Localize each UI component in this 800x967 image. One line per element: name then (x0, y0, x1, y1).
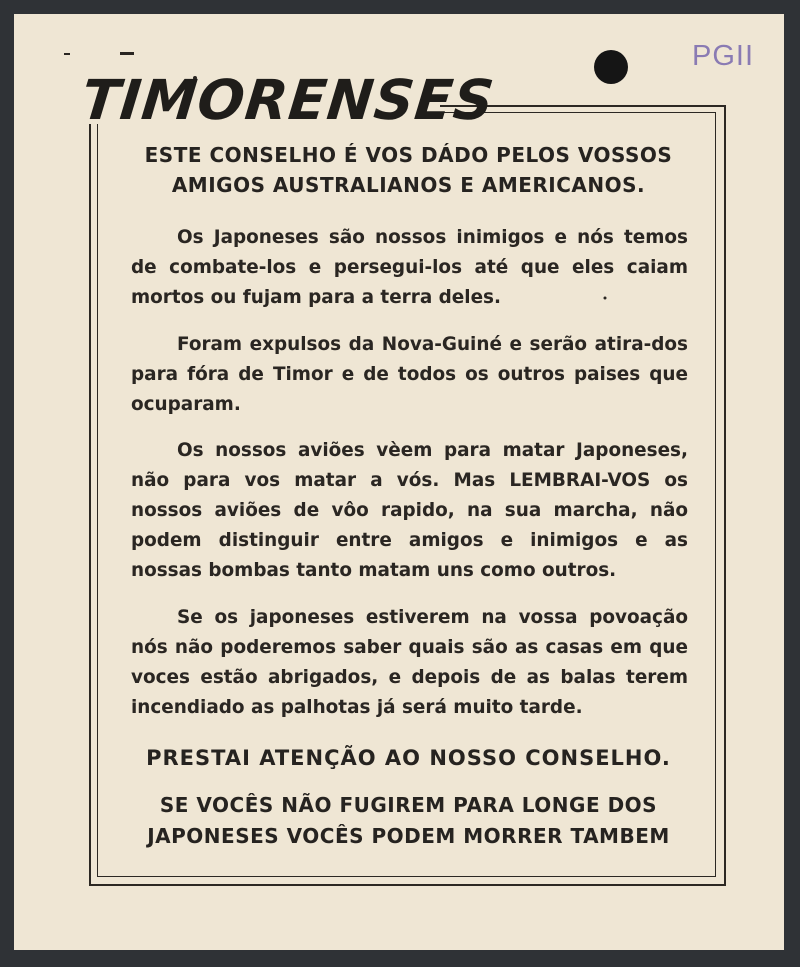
punch-hole (594, 50, 628, 84)
paragraph: Os nossos aviões vèem para matar Japoneses, não para vos matar a vós. Mas LEMBRAI-VOS os nossos aviões de vôo rapido, na sua marcha, não podem distinguir entre amigos e inimigos e as nossas bombas tanto matam uns como outros. (131, 440, 688, 581)
closing-warning (100, 790, 717, 852)
closing-advice: PRESTAI ATENÇÃO AO NOSSO CONSELHO. (146, 746, 671, 770)
warning-line: SE VOCÊS NÃO FUGIREM PARA LONGE DOS (159, 793, 658, 817)
paragraph: Foram expulsos da Nova-Guiné e serão atira-dos para fóra de Timor e de todos os outros paises que ocuparam. (131, 334, 688, 415)
paragraph: Se os japoneses estiverem na vossa povoação nós não poderemos saber quais são as casas em que voces estão abrigados, e depois de as balas terem incendiado as palhotas já será muito tarde. (131, 607, 688, 718)
speck (120, 52, 134, 55)
header-text (100, 140, 717, 200)
header-line: AMIGOS AUSTRALIANOS E AMERICANOS. (171, 173, 646, 197)
paragraph: Os Japoneses são nossos inimigos e nós temos de combate-los e persegui-los até que eles caiam mortos ou fujam para a terra deles. (131, 227, 688, 308)
speck (64, 53, 70, 55)
leaflet-title: TIMORENSES (78, 68, 498, 132)
archive-stamp: PGII (692, 40, 755, 72)
warning-line: JAPONESES VOCÊS PODEM MORRER TAMBEM (147, 824, 670, 848)
header-line: ESTE CONSELHO É VOS DÁDO PELOS VOSSOS (144, 143, 673, 167)
